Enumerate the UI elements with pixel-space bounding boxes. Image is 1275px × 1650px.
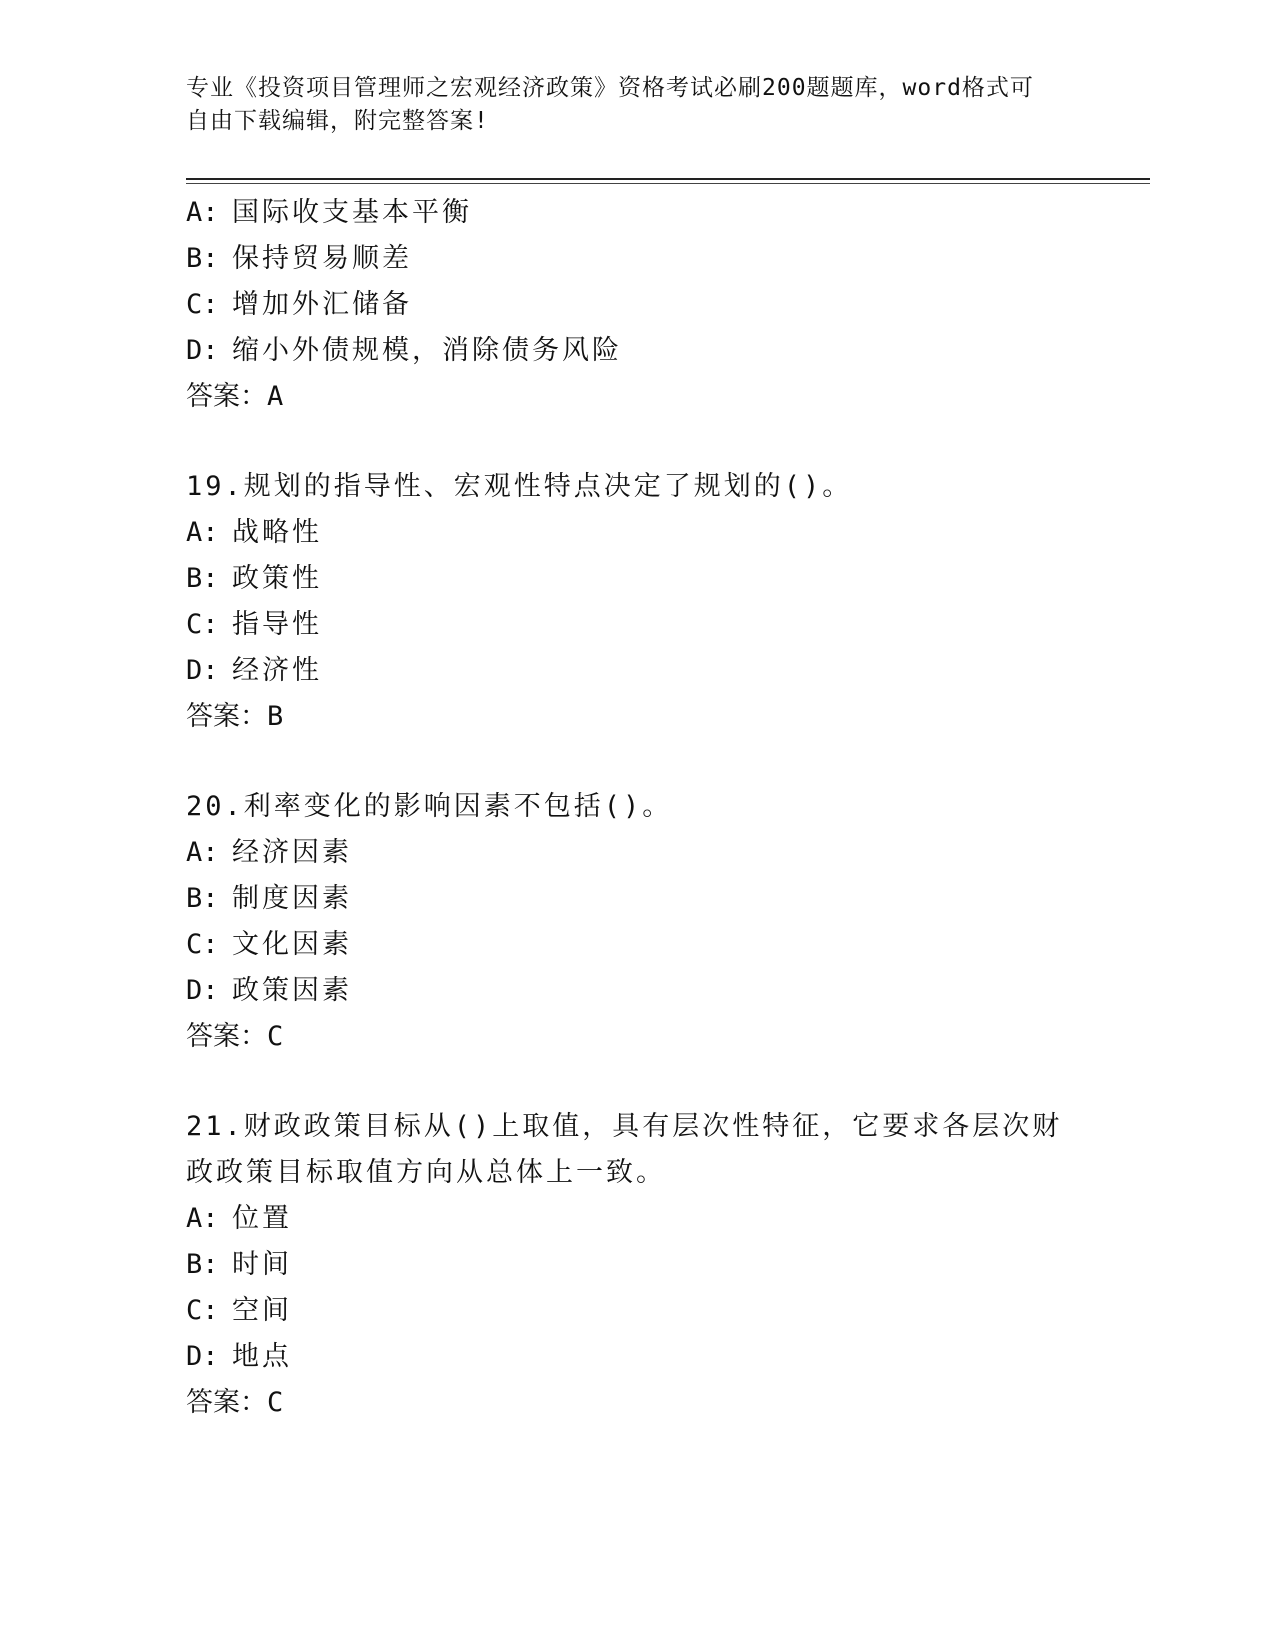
option-c: [186, 282, 1086, 328]
answer-line: 答案：A: [186, 381, 284, 412]
option-text: 国际收支基本平衡: [232, 197, 472, 228]
option-text: 经济性: [232, 655, 322, 686]
question-stem: 19.规划的指导性、宏观性特点决定了规划的()。: [186, 471, 853, 502]
option-label: B:: [186, 1249, 219, 1280]
option-label: A:: [186, 197, 219, 228]
option-label: D:: [186, 1341, 219, 1372]
option-a: [186, 830, 1086, 876]
option-text: 位置: [232, 1203, 292, 1234]
option-text: 增加外汇储备: [232, 289, 412, 320]
option-label: C:: [186, 1295, 219, 1326]
header-divider-thick: [186, 178, 1150, 180]
option-c: [186, 602, 1086, 648]
option-text: 指导性: [232, 609, 322, 640]
option-text: 地点: [232, 1341, 292, 1372]
question-stem: 20.利率变化的影响因素不包括()。: [186, 791, 673, 822]
question-stem: 21.财政政策目标从()上取值，具有层次性特征，它要求各层次财政政策目标取值方向从总体上一致。: [186, 1111, 1063, 1188]
question-list: [186, 190, 1086, 1426]
option-d: [186, 968, 1086, 1014]
option-d: [186, 648, 1086, 694]
option-text: 文化因素: [232, 929, 352, 960]
option-label: C:: [186, 609, 219, 640]
option-d: [186, 328, 1086, 374]
option-a: [186, 1196, 1086, 1242]
option-label: B:: [186, 243, 219, 274]
option-c: [186, 1288, 1086, 1334]
option-label: A:: [186, 837, 219, 868]
option-label: B:: [186, 883, 219, 914]
question-20: [186, 784, 1086, 1060]
option-text: 政策性: [232, 563, 322, 594]
spacer: [186, 1060, 1086, 1104]
option-text: 空间: [232, 1295, 292, 1326]
option-label: B:: [186, 563, 219, 594]
question-18-partial: [186, 190, 1086, 420]
header-divider-thin: [186, 183, 1150, 184]
option-text: 经济因素: [232, 837, 352, 868]
option-b: [186, 1242, 1086, 1288]
option-label: A:: [186, 1203, 219, 1234]
option-label: D:: [186, 975, 219, 1006]
option-label: D:: [186, 335, 219, 366]
option-label: D:: [186, 655, 219, 686]
option-b: [186, 236, 1086, 282]
option-label: C:: [186, 289, 219, 320]
document-header: [186, 72, 1066, 138]
option-text: 制度因素: [232, 883, 352, 914]
option-text: 缩小外债规模，消除债务风险: [232, 335, 622, 366]
answer-line: 答案：B: [186, 701, 284, 732]
option-text: 战略性: [232, 517, 322, 548]
question-21: [186, 1104, 1086, 1426]
header-line-1: 专业《投资项目管理师之宏观经济政策》资格考试必刷200题题库，word格式可: [186, 75, 1034, 101]
answer-line: 答案：C: [186, 1387, 284, 1418]
option-c: [186, 922, 1086, 968]
option-label: C:: [186, 929, 219, 960]
option-d: [186, 1334, 1086, 1380]
answer-line: 答案：C: [186, 1021, 284, 1052]
option-text: 时间: [232, 1249, 292, 1280]
option-b: [186, 556, 1086, 602]
option-text: 保持贸易顺差: [232, 243, 412, 274]
option-a: [186, 510, 1086, 556]
question-19: [186, 464, 1086, 740]
header-line-2: 自由下载编辑，附完整答案!: [186, 108, 489, 134]
option-label: A:: [186, 517, 219, 548]
option-b: [186, 876, 1086, 922]
option-text: 政策因素: [232, 975, 352, 1006]
option-a: [186, 190, 1086, 236]
spacer: [186, 420, 1086, 464]
spacer: [186, 740, 1086, 784]
